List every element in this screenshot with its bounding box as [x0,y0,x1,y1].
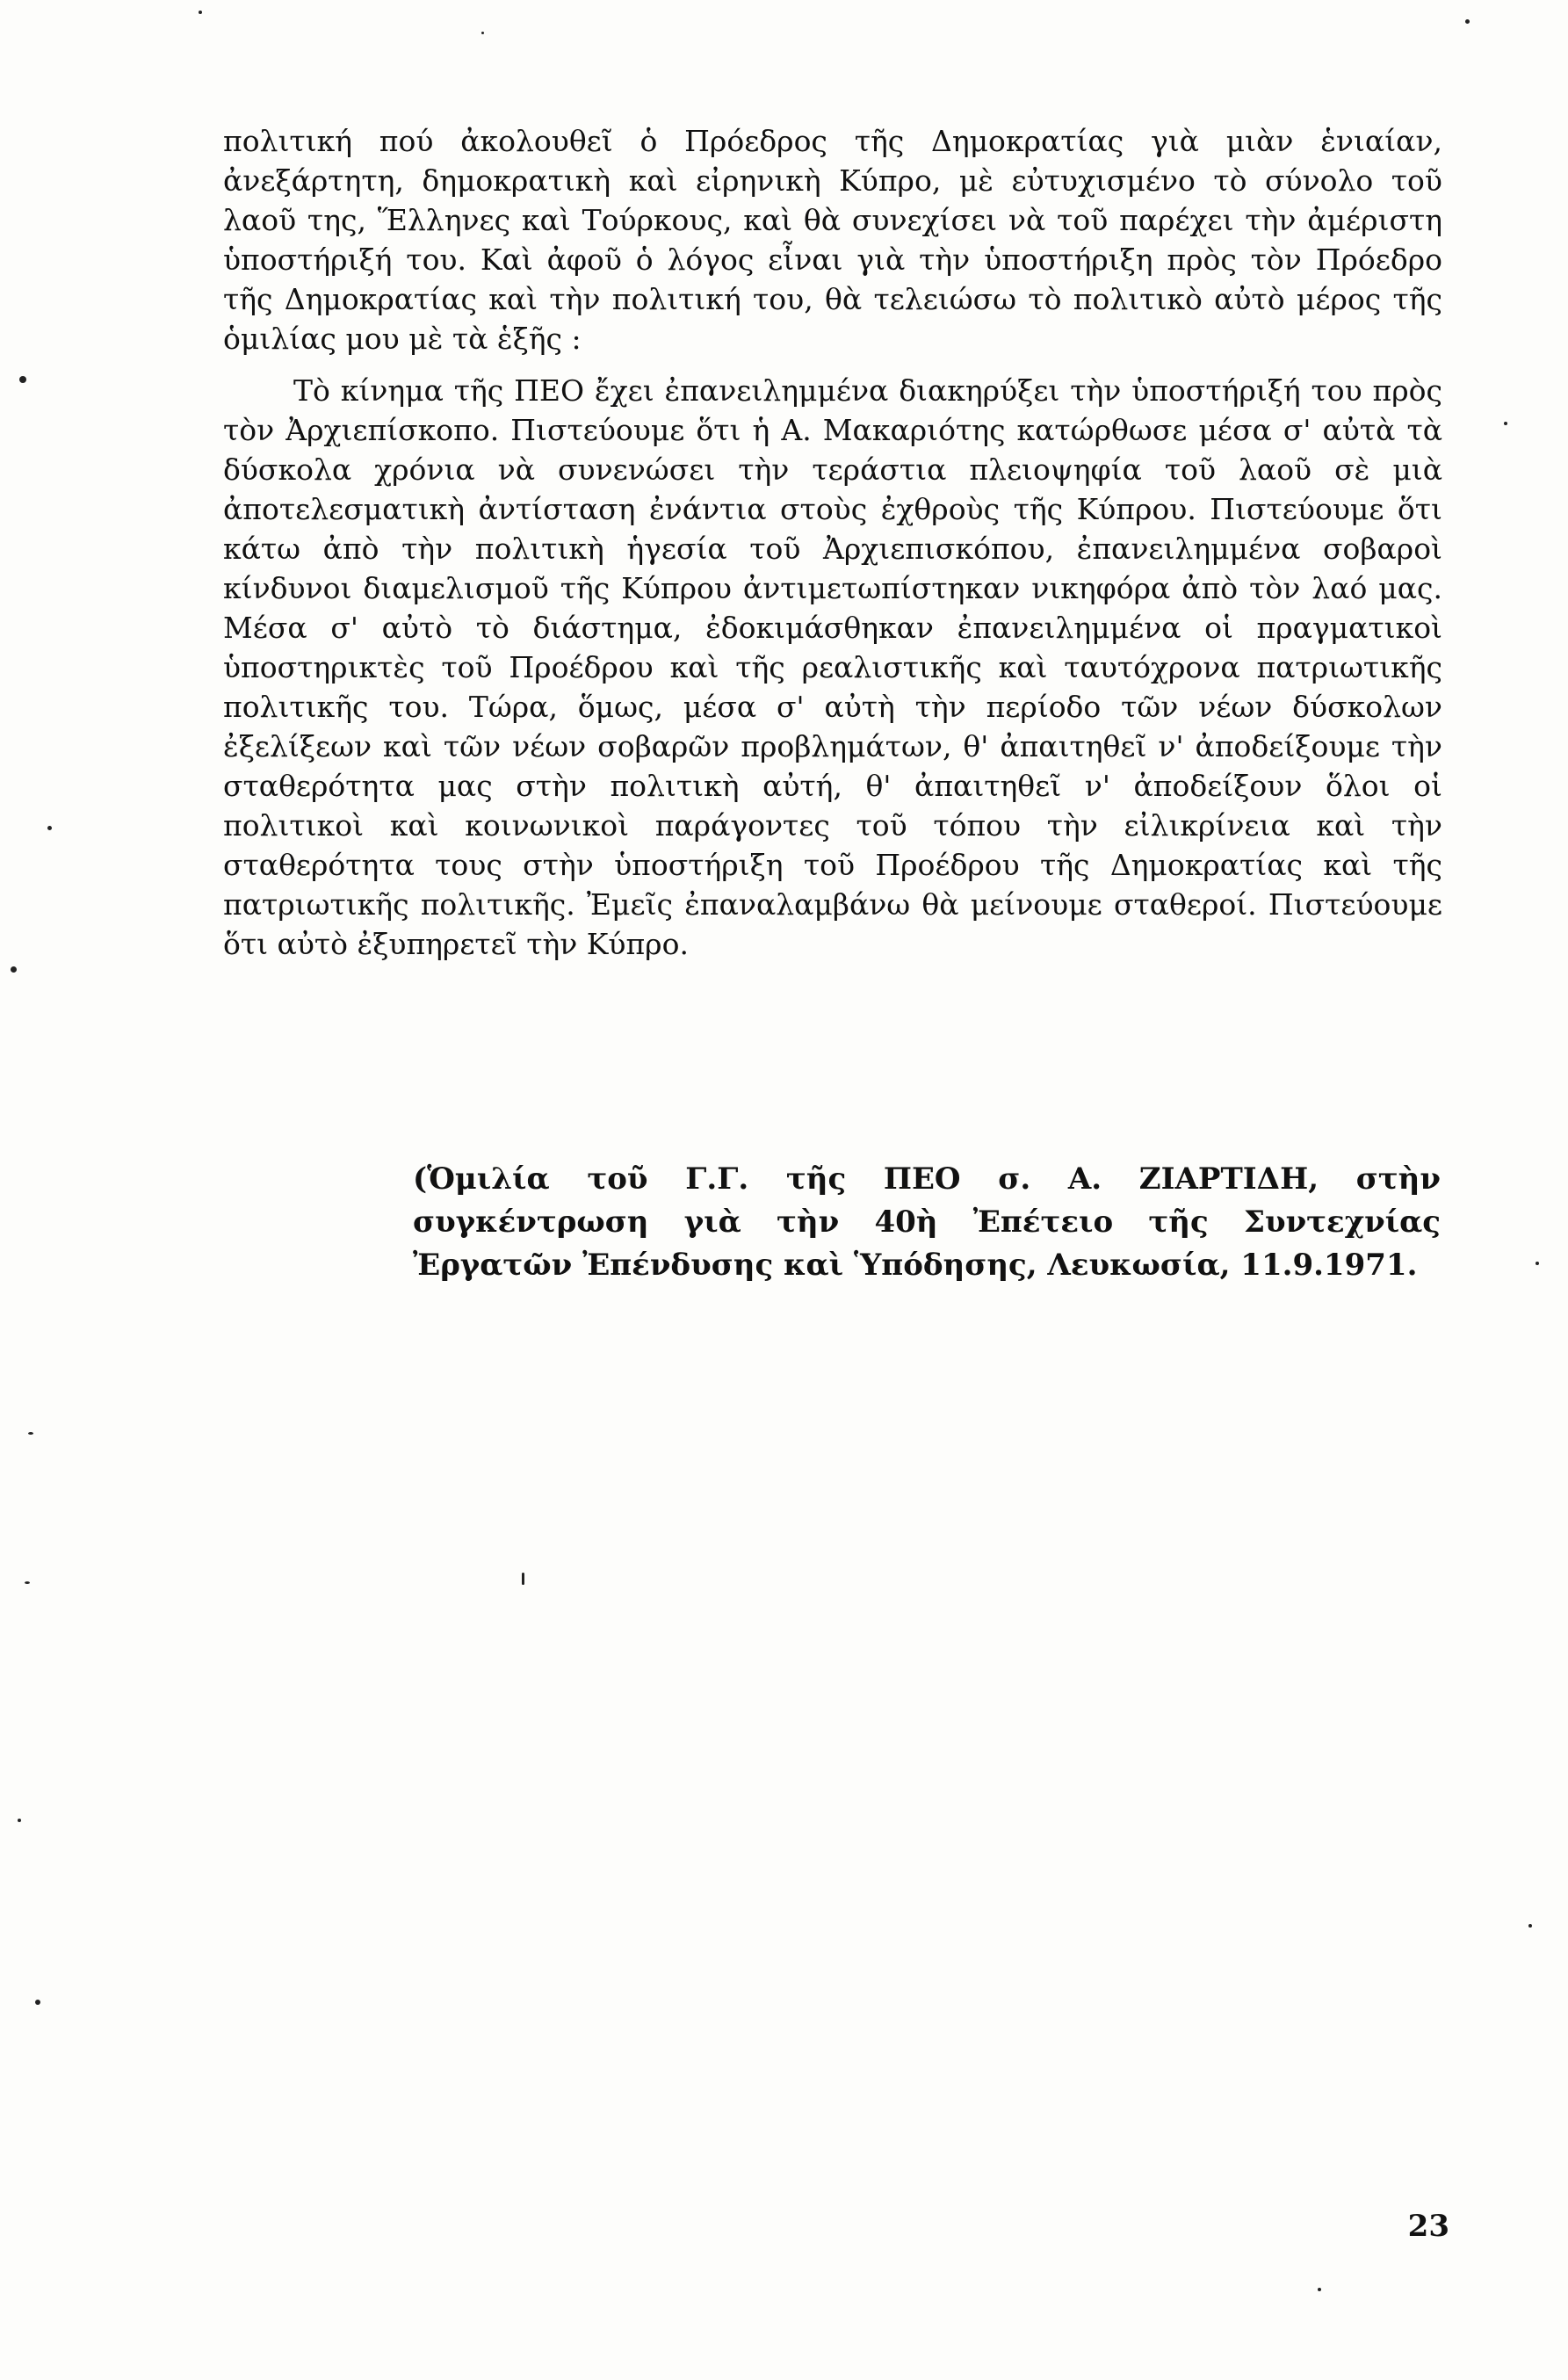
scan-speck [1504,422,1507,425]
scan-speck [1535,1262,1539,1265]
scan-speck [35,2000,40,2005]
scan-speck [1528,1924,1532,1928]
body-text [223,121,1442,964]
scan-speck [199,11,202,14]
scan-speck [522,1573,524,1585]
scan-speck [11,966,17,973]
scan-speck [28,1432,33,1435]
scan-speck [18,1819,21,1822]
scan-speck [1465,19,1470,24]
paragraph-2: Τὸ κίνημα τῆς ΠΕΟ ἔχει ἐπανειλημμένα διακηρύξει τὴν ὑποστήριξή του πρὸς τὸν Ἀρχιεπίσκοπο. Πιστεύουμε ὅτι ἡ Α. Μακαριότης κατώρθωσε μέσα σ' αὐτὰ τὰ δύσκολα χρόνια νὰ συνενώσει τὴν τεράστια πλειοψηφία τοῦ λαοῦ σὲ μιὰ ἀποτελεσματικὴ ἀντίσταση ἐνάντια στοὺς ἐχθροὺς τῆς Κύπρου. Πιστεύουμε ὅτι κάτω ἀπὸ τὴν πολιτικὴ ἡγεσία τοῦ Ἀρχιεπισκόπου, ἐπανειλημμένα σοβαροὶ κίνδυνοι διαμελισμοῦ τῆς Κύπρου ἀντιμετωπίστηκαν νικηφόρα ἀπὸ τὸν λαό μας. Μέσα σ' αὐτὸ τὸ διάστημα, ἐδοκιμάσθηκαν ἐπανειλημμένα οἱ πραγματικοὶ ὑποστηρικτὲς τοῦ Προέδρου καὶ τῆς ρεαλιστικῆς καὶ ταυτόχρονα πατριωτικῆς πολιτικῆς του. Τώρα, ὅμως, μέσα σ' αὐτὴ τὴν περίοδο τῶν νέων δύσκολων ἐξελίξεων καὶ τῶν νέων σοβαρῶν προβλημάτων, θ' ἀπαιτηθεῖ ν' ἀποδείξουμε τὴν σταθερότητα μας στὴν πολιτικὴ αὐτή, θ' ἀπαιτηθεῖ ν' ἀποδείξουν ὅλοι οἱ πολιτικοὶ καὶ κοινωνικοὶ παράγοντες τοῦ τόπου τὴν εἰλικρίνεια καὶ τὴν σταθερότητα τους στὴν ὑποστήριξη τοῦ Προέδρου τῆς Δημοκρατίας καὶ τῆς πατριωτικῆς πολιτικῆς. Ἐμεῖς ἐπαναλαμβάνω θὰ μείνουμε σταθεροί. Πιστεύουμε ὅτι αὐτὸ ἐξυπηρετεῖ τὴν Κύπρο. [223,373,1442,961]
scan-speck [481,32,484,34]
paragraph-1: πολιτική πού ἀκολουθεῖ ὁ Πρόεδρος τῆς Δημοκρατίας γιὰ μιὰν ἑνιαίαν, ἀνεξάρτητη, δημοκρατικὴ καὶ εἰρηνικὴ Κύπρο, μὲ εὐτυχισμένο τὸ σύνολο τοῦ λαοῦ της, Ἕλληνες καὶ Τούρκους, καὶ θὰ συνεχίσει νὰ τοῦ παρέχει τὴν ἀμέριστη ὑποστήριξή του. Καὶ ἀφοῦ ὁ λόγος εἶναι γιὰ τὴν ὑποστήριξη πρὸς τὸν Πρόεδρο τῆς Δημοκρατίας καὶ τὴν πολιτική του, θὰ τελειώσω τὸ πολιτικὸ αὐτὸ μέρος τῆς ὁμιλίας μου μὲ τὰ ἑξῆς : [223,124,1442,356]
page-number: 23 [1407,2209,1449,2244]
scan-speck [19,376,26,383]
scan-speck [47,826,52,830]
scan-speck [1318,2288,1321,2291]
speech-caption: (Ὁμιλία τοῦ Γ.Γ. τῆς ΠΕΟ σ. Α. ΖΙΑΡΤΙΔΗ, στὴν συγκέντρωση γιὰ τὴν 40ὴ Ἐπέτειο τῆς Συντεχνίας Ἐργατῶν Ἐπένδυσης καὶ Ὑπόδησης, Λευκωσία, 11.9.1971. [413,1161,1441,1283]
scan-speck [25,1581,30,1584]
